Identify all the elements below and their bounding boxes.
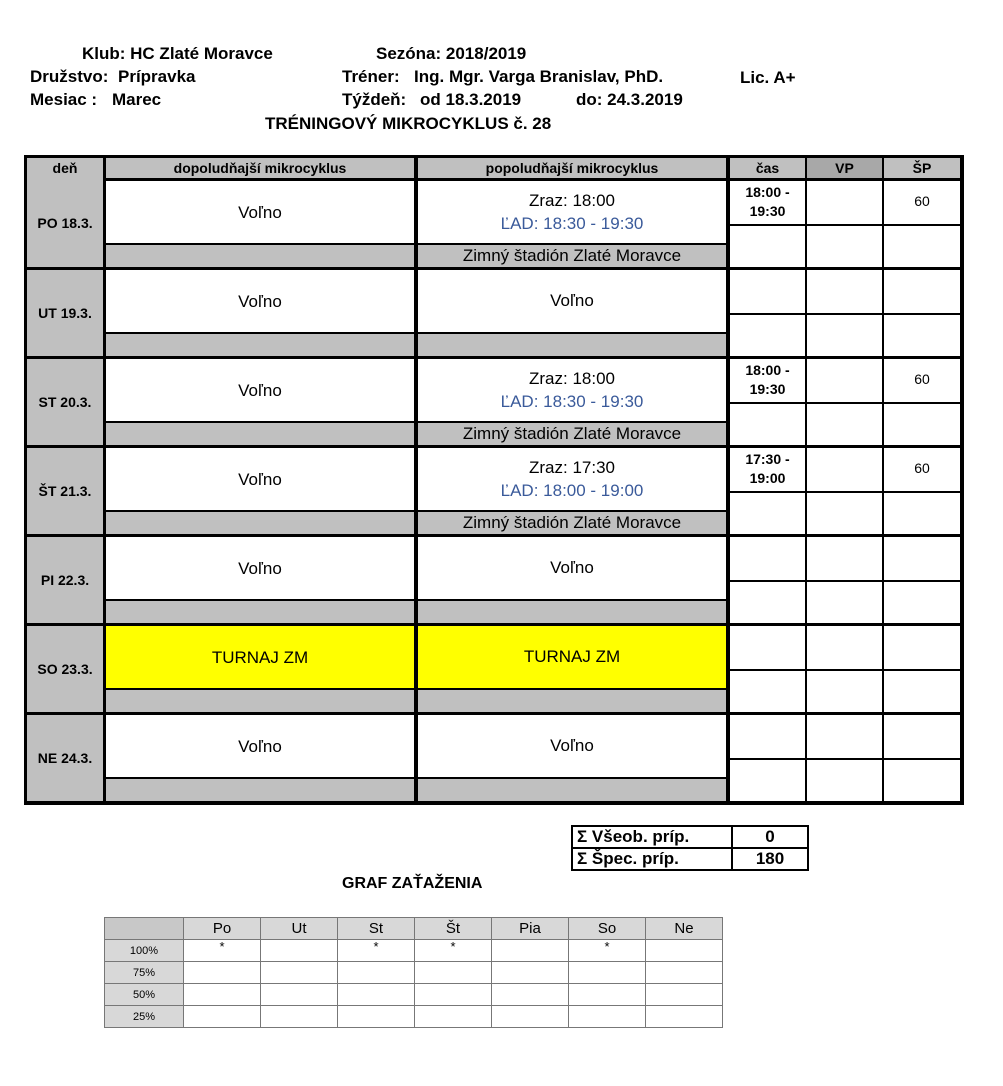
vp-cell xyxy=(807,270,882,313)
sp-cell xyxy=(884,537,960,580)
graph-day-header: Ut xyxy=(261,918,338,940)
graph-day-header: Št xyxy=(415,918,492,940)
graph-cell xyxy=(492,984,569,1006)
week-to: do: 24.3.2019 xyxy=(576,90,683,109)
afternoon-line-1: Voľno xyxy=(550,558,594,577)
morning-location xyxy=(106,779,414,801)
morning-activity: Voľno xyxy=(106,270,414,332)
load-graph xyxy=(104,917,723,1028)
afternoon-line-1: Voľno xyxy=(550,736,594,755)
time-cell-empty xyxy=(730,671,805,712)
afternoon-line-2: ĽAD: 18:30 - 19:30 xyxy=(500,391,644,411)
header-sp: ŠP xyxy=(884,158,960,178)
vp-cell xyxy=(807,448,882,491)
sp-cell: 60 xyxy=(884,448,960,491)
general-prep-label: Σ Všeob. príp. xyxy=(572,826,732,848)
vp-cell xyxy=(807,181,882,224)
vp-cell-empty xyxy=(807,760,882,801)
morning-activity: Voľno xyxy=(106,448,414,510)
graph-cell xyxy=(569,962,646,984)
time-cell-empty xyxy=(730,760,805,801)
time-cell-empty xyxy=(730,315,805,356)
graph-cell xyxy=(646,1006,723,1028)
afternoon-activity xyxy=(418,537,726,599)
graph-title: GRAF ZAŤAŽENIA xyxy=(342,875,483,892)
graph-cell xyxy=(338,1006,415,1028)
graph-cell xyxy=(492,940,569,962)
day-cell: PO 18.3. xyxy=(27,178,103,267)
day-cell: PI 22.3. xyxy=(27,537,103,623)
month: Marec xyxy=(112,90,162,109)
afternoon-line-1: Zraz: 18:00 xyxy=(529,368,615,388)
afternoon-activity xyxy=(418,359,726,421)
graph-day-header: So xyxy=(569,918,646,940)
special-prep-label: Σ Špec. príp. xyxy=(572,848,732,870)
sp-cell xyxy=(884,626,960,669)
header-vp: VP xyxy=(807,158,882,178)
graph-day-header: St xyxy=(338,918,415,940)
club-name: Klub: HC Zlaté Moravce xyxy=(82,44,273,63)
afternoon-activity xyxy=(418,715,726,777)
graph-cell xyxy=(184,1006,261,1028)
header-afternoon: popoludňajší mikrocyklus xyxy=(418,158,726,178)
week-label: Týždeň: xyxy=(342,90,407,109)
morning-activity: Voľno xyxy=(106,181,414,243)
graph-day-header: Ne xyxy=(646,918,723,940)
vp-cell-empty xyxy=(807,493,882,534)
sp-cell-empty xyxy=(884,315,960,356)
season: Sezóna: 2018/2019 xyxy=(376,44,527,63)
sp-cell: 60 xyxy=(884,359,960,402)
sp-cell xyxy=(884,270,960,313)
graph-cell xyxy=(261,962,338,984)
graph-cell xyxy=(261,1006,338,1028)
graph-day-header: Po xyxy=(184,918,261,940)
graph-cell xyxy=(415,962,492,984)
graph-cell xyxy=(338,984,415,1006)
graph-cell xyxy=(492,962,569,984)
header-day: deň xyxy=(27,158,103,178)
coach-label: Tréner: xyxy=(342,67,400,86)
afternoon-line-2: ĽAD: 18:00 - 19:00 xyxy=(500,480,644,500)
afternoon-location: Zimný štadión Zlaté Moravce xyxy=(418,512,726,534)
afternoon-location xyxy=(418,779,726,801)
morning-activity: Voľno xyxy=(106,359,414,421)
morning-location xyxy=(106,512,414,534)
time-cell xyxy=(730,270,805,313)
schedule-table xyxy=(24,155,964,805)
graph-cell xyxy=(338,962,415,984)
graph-cell xyxy=(184,962,261,984)
day-cell: ŠT 21.3. xyxy=(27,448,103,534)
graph-cell xyxy=(261,984,338,1006)
sp-cell xyxy=(884,715,960,758)
time-cell: 18:00 - 19:30 xyxy=(730,359,805,402)
day-cell: ST 20.3. xyxy=(27,359,103,445)
time-cell-empty xyxy=(730,226,805,267)
graph-cell xyxy=(646,962,723,984)
time-cell xyxy=(730,715,805,758)
afternoon-activity xyxy=(418,270,726,332)
graph-cell: * xyxy=(184,940,261,962)
afternoon-line-1: Voľno xyxy=(550,291,594,310)
vp-cell xyxy=(807,715,882,758)
header-morning: dopoludňajší mikrocyklus xyxy=(106,158,414,178)
team: Prípravka xyxy=(118,67,196,86)
afternoon-location xyxy=(418,690,726,712)
afternoon-activity xyxy=(418,448,726,510)
graph-cell xyxy=(569,984,646,1006)
afternoon-location: Zimný štadión Zlaté Moravce xyxy=(418,423,726,445)
graph-cell xyxy=(261,940,338,962)
afternoon-line-1: Zraz: 18:00 xyxy=(529,190,615,210)
afternoon-location: Zimný štadión Zlaté Moravce xyxy=(418,245,726,267)
time-cell: 18:00 - 19:30 xyxy=(730,181,805,224)
morning-activity: Voľno xyxy=(106,537,414,599)
time-cell-empty xyxy=(730,493,805,534)
special-prep-value: 180 xyxy=(732,848,808,870)
sp-cell-empty xyxy=(884,671,960,712)
sp-cell-empty xyxy=(884,404,960,445)
morning-location xyxy=(106,423,414,445)
day-cell: SO 23.3. xyxy=(27,626,103,712)
vp-cell xyxy=(807,537,882,580)
time-cell-empty xyxy=(730,404,805,445)
graph-cell xyxy=(184,984,261,1006)
sp-cell-empty xyxy=(884,760,960,801)
header-time: čas xyxy=(730,158,805,178)
month-label: Mesiac : xyxy=(30,90,98,109)
week-from: od 18.3.2019 xyxy=(420,90,522,109)
day-cell: UT 19.3. xyxy=(27,270,103,356)
morning-location xyxy=(106,334,414,356)
time-cell-empty xyxy=(730,582,805,623)
graph-cell xyxy=(646,984,723,1006)
vp-cell-empty xyxy=(807,226,882,267)
coach: Ing. Mgr. Varga Branislav, PhD. xyxy=(414,67,664,86)
afternoon-line-1: Zraz: 17:30 xyxy=(529,457,615,477)
morning-activity: TURNAJ ZM xyxy=(106,626,414,688)
afternoon-activity xyxy=(418,181,726,243)
vp-cell xyxy=(807,626,882,669)
graph-cell: * xyxy=(415,940,492,962)
graph-cell xyxy=(415,1006,492,1028)
time-cell: 17:30 - 19:00 xyxy=(730,448,805,491)
graph-cell: * xyxy=(569,940,646,962)
vp-cell xyxy=(807,359,882,402)
morning-location xyxy=(106,245,414,267)
graph-day-header: Pia xyxy=(492,918,569,940)
graph-cell xyxy=(569,1006,646,1028)
graph-corner xyxy=(105,918,184,940)
time-cell xyxy=(730,626,805,669)
summary-table xyxy=(571,825,809,871)
afternoon-location xyxy=(418,601,726,623)
vp-cell-empty xyxy=(807,404,882,445)
vp-cell-empty xyxy=(807,671,882,712)
morning-activity: Voľno xyxy=(106,715,414,777)
graph-level-label: 100% xyxy=(105,940,184,962)
morning-location xyxy=(106,601,414,623)
afternoon-line-1: TURNAJ ZM xyxy=(523,647,621,666)
graph-cell xyxy=(492,1006,569,1028)
graph-level-label: 75% xyxy=(105,962,184,984)
page-title: TRÉNINGOVÝ MIKROCYKLUS č. 28 xyxy=(265,114,552,133)
team-label: Družstvo: xyxy=(30,67,109,86)
afternoon-activity xyxy=(418,626,726,688)
graph-cell: * xyxy=(338,940,415,962)
sp-cell: 60 xyxy=(884,181,960,224)
afternoon-location xyxy=(418,334,726,356)
morning-location xyxy=(106,690,414,712)
afternoon-line-2: ĽAD: 18:30 - 19:30 xyxy=(500,213,644,233)
general-prep-value: 0 xyxy=(732,826,808,848)
vp-cell-empty xyxy=(807,582,882,623)
graph-level-label: 25% xyxy=(105,1006,184,1028)
sp-cell-empty xyxy=(884,493,960,534)
day-cell: NE 24.3. xyxy=(27,715,103,801)
time-cell xyxy=(730,537,805,580)
graph-cell xyxy=(415,984,492,1006)
vp-cell-empty xyxy=(807,315,882,356)
graph-cell xyxy=(646,940,723,962)
sp-cell-empty xyxy=(884,582,960,623)
graph-level-label: 50% xyxy=(105,984,184,1006)
license: Lic. A+ xyxy=(740,68,796,87)
sp-cell-empty xyxy=(884,226,960,267)
